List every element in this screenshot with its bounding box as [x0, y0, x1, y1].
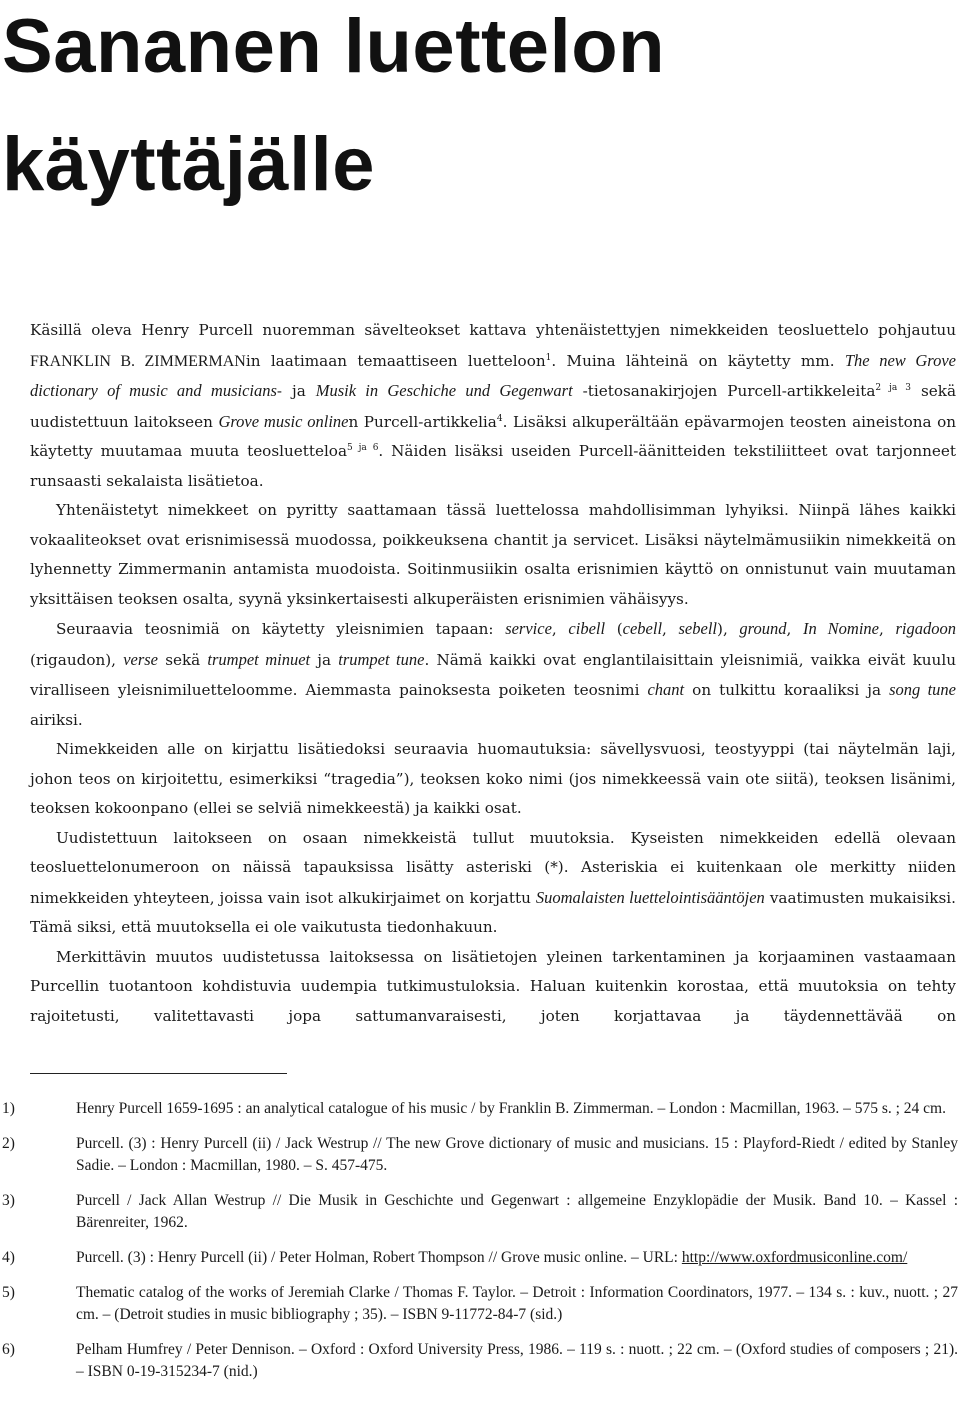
- paragraph-6: Merkittävin muutos uudistetussa laitoksessa on lisätietojen yleinen tarkentaminen ja korjaaminen vastaamaan Purcellin tuotantoon kohdistuvia uudempia tutkimustuloksia. Haluan kuitenkin korostaa, että muutoksia on tehty rajoitetusti, valitettavasti jopa sattumanvaraisesti, joten korjattavaa ja täydennettävää on: [30, 947, 956, 1025]
- text-run: . Muina lähteinä on käytetty mm.: [551, 351, 845, 370]
- text-run: ,: [551, 620, 569, 638]
- footnote-item: [0, 1133, 960, 1177]
- footnote-ref: 5 ja 6: [347, 442, 379, 453]
- paragraph-2: Yhtenäistetyt nimekkeet on pyritty saattamaan tässä luettelossa mahdollisimman lyhyiksi. Niinpä lähes kaikki vokaaliteokset ovat erisnimisessä muodossa, poikkeuksena chantit ja servicet. Lisäksi näytelmämusiikin nimekkeitä on lyhennetty Zimmermanin antamista muodoista. Soitinmusiikin osalta erisnimien käyttö on onnistunut vain muutaman yksittäisen teoksen osalta, syynä yksinkertaisesti alkuperäisten erisnimien vähäisyys.: [30, 501, 956, 608]
- text-run: Uudistettuun laitokseen on osaan nimekkeistä tullut muutoksia. Kyseisten nimekkeiden edellä olevaan teosluettelonumeroon on näissä tapauksissa lisätty asteriski (*). Asteriskia ei kuitenkaan ole merkitty niiden nimekkeiden yhteyteen, joissa vain isot alkukirjaimet on korjattu: [30, 828, 956, 907]
- paragraph-1: [30, 316, 956, 496]
- footnote-number: 6): [2, 1341, 15, 1358]
- text-run: . Lisäksi alkuperältään epävarmojen teosten aineistona on käytetty muutamaa muuta teosluetteloa: [30, 412, 957, 460]
- footnote-text: Purcell. (3) : Henry Purcell (ii) / Peter Holman, Robert Thompson // Grove music online. – URL:: [76, 1249, 682, 1266]
- text-run: Käsillä oleva Henry Purcell nuoremman sävelteokset kattava yhtenäistettyjen nimekkeiden teosluettelo pohjautuu: [30, 321, 956, 339]
- footnote-text: Purcell. (3) : Henry Purcell (ii) / Jack Westrup // The new Grove dictionary of music and musicians. 15 : Playford-Riedt / edited by Stanley Sadie. – London : Macmillan, 1980. – S. 457-475.: [76, 1135, 958, 1174]
- italic-term: verse: [123, 649, 159, 669]
- footnote-number: 1): [2, 1100, 15, 1117]
- footnote-item: [0, 1247, 960, 1269]
- italic-title: The new Grove dictionary of music and musicians: [30, 350, 957, 400]
- text-run: sekä uudistettuun laitokseen: [30, 382, 956, 431]
- footnote-ref: 2 ja 3: [875, 382, 911, 393]
- paragraph-4: Nimekkeiden alle on kirjattu lisätiedoksi seuraavia huomautuksia: sävellysvuosi, teostyyppi (tai näytelmän laji, johon teos on kirjoitettu, esimerkiksi “tragedia”), teoksen koko nimi (jos nimekkeessä vain ote siitä), teoksen lisänimi, teoksen kokoonpano (ellei se selviä nimekkeestä) ja kaikki osat.: [30, 740, 956, 817]
- paragraph-3: [30, 614, 956, 735]
- footnote-item: [0, 1282, 960, 1326]
- italic-term: chant: [647, 680, 685, 699]
- footnote-text: Pelham Humfrey / Peter Dennison. – Oxford : Oxford University Press, 1986. – 119 s. : nuott. ; 22 cm. – (Oxford studies of composers ; 21). – ISBN 0-19-315234-7 (nid.): [76, 1341, 958, 1380]
- footnote-number: 4): [2, 1249, 15, 1266]
- footnote-item: [0, 1190, 960, 1234]
- footnote-number: 5): [2, 1284, 15, 1301]
- text-run: ,: [786, 620, 803, 638]
- italic-term: cebell: [622, 619, 663, 638]
- italic-term: song tune: [889, 680, 956, 699]
- italic-title: Musik in Geschiche und Gegenwart: [315, 381, 573, 400]
- text-run: in laatimaan temaattiseen luetteloon: [245, 351, 546, 370]
- text-run: airiksi.: [30, 710, 83, 729]
- footnote-item: [0, 1098, 960, 1120]
- footnotes: [0, 1098, 960, 1396]
- footnote-ref: 4: [496, 413, 503, 424]
- text-run: -tietosanakirjojen Purcell-artikkeleita: [572, 382, 876, 400]
- text-run: ),: [717, 620, 740, 638]
- footnote-divider: [30, 1073, 287, 1074]
- italic-term: trumpet tune: [338, 649, 425, 669]
- italic-term: sebell: [678, 619, 718, 638]
- body-text: [30, 316, 956, 1031]
- text-run: . Nämä kaikki ovat englantilaisittain yleisnimiä, vaikka eivät kuulu viralliseen yleisnimiluetteloomme. Aiemmasta painoksesta poiketen teosnimi: [30, 650, 956, 699]
- text-run: . Näiden lisäksi useiden Purcell-äänitteiden tekstiliitteet ovat tarjonneet runsaasti sekalaista lisätietoa.: [30, 442, 956, 490]
- footnote-text: Purcell / Jack Allan Westrup // Die Musik in Geschichte und Gegenwart : allgemeine Enzyklopädie der Musik. Band 10. – Kassel : Bärenreiter, 1962.: [76, 1192, 958, 1231]
- page-title: Sananen luettelon käyttäjälle: [2, 4, 666, 207]
- italic-term: trumpet minuet: [207, 649, 311, 669]
- text-run: ,: [879, 620, 896, 638]
- text-run: on tulkittu koraaliksi ja: [684, 681, 890, 699]
- italic-title: Grove music online: [218, 411, 349, 431]
- footnote-ref: 1: [545, 352, 552, 363]
- italic-term: rigadoon: [895, 619, 956, 638]
- text-run: ,: [662, 620, 679, 638]
- text-run: (: [605, 620, 623, 638]
- footnote-number: 2): [2, 1135, 15, 1152]
- italic-term: cibell: [568, 619, 606, 638]
- text-run: ja: [310, 650, 339, 669]
- text-run: sekä: [158, 650, 208, 669]
- paragraph-5: [30, 824, 956, 943]
- footnote-text: Thematic catalog of the works of Jeremiah Clarke / Thomas F. Taylor. – Detroit : Information Coordinators, 1977. – 134 s. : kuv., nuott. ; 27 cm. – (Detroit studies in music bibliography ; 35). – ISBN 9-11772-84-7 (sid.): [76, 1284, 958, 1323]
- italic-title: Suomalaisten luettelointisääntöjen: [535, 887, 765, 907]
- footnote-url-link[interactable]: http://www.oxfordmusiconline.com/: [681, 1249, 908, 1266]
- footnote-number: 3): [2, 1192, 15, 1209]
- italic-term: service: [505, 619, 552, 638]
- author-name: FRANKLIN B. ZIMMERMAN: [30, 352, 246, 370]
- text-run: - ja: [276, 382, 316, 400]
- text-run: Seuraavia teosnimiä on käytetty yleisnimien tapaan:: [56, 620, 506, 638]
- footnote-text: Henry Purcell 1659-1695 : an analytical catalogue of his music / by Franklin B. Zimmerman. – London : Macmillan, 1963. – 575 s. ; 24 cm.: [76, 1100, 946, 1117]
- italic-term: ground: [739, 619, 787, 638]
- text-run: vaatimusten mukaisiksi. Tämä siksi, että muutoksella ei ole vaikutusta tiedonhakuun.: [30, 888, 956, 936]
- footnote-text-wrap: [76, 1247, 958, 1269]
- text-run: n Purcell-artikkelia: [348, 412, 497, 431]
- italic-term: In Nomine: [802, 619, 879, 638]
- text-run: (rigaudon),: [30, 650, 124, 669]
- footnote-item: [0, 1339, 960, 1383]
